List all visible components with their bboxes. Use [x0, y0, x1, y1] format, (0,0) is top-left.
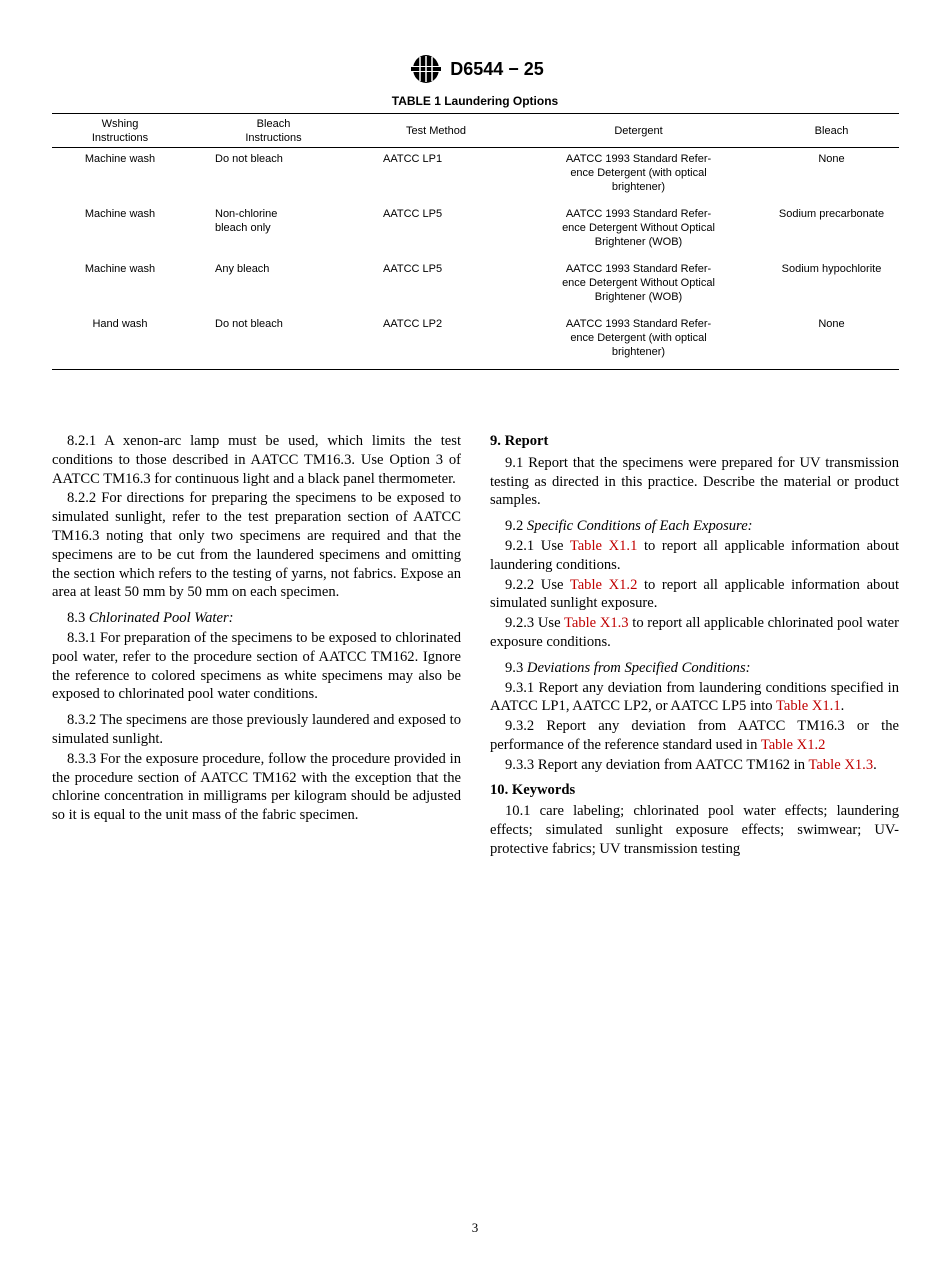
bleach-cell: None: [818, 153, 845, 165]
document-id: D6544 − 25: [450, 58, 544, 79]
paragraph-8-3-3: 8.3.3 For the exposure procedure, follow the procedure provided in the procedure section of AATCC TM162 with the exception that the chlorine concentration in milligrams per kilogram should be adjusted so it is equal to the unit mass of the fabric specimen.: [52, 750, 461, 824]
column-header: Bleach: [764, 114, 899, 148]
table-row: [52, 314, 899, 370]
paragraph-8-2-2: 8.2.2 For directions for preparing the specimens to be exposed to simulated sunlight, refer to the test preparation section of AATCC TM16.3 noting that only two specimens are required and that the specimens are to be cut from the laundered specimens and omitting the section which refers to the testing of yarns, not fabrics. Expose an area at least 50 mm by 50 mm on each specimen.: [52, 490, 461, 601]
table-x1-3-link[interactable]: Table X1.3: [808, 756, 874, 773]
washing-cell: Machine wash: [84, 153, 156, 165]
page-header: [0, 52, 950, 86]
test-method-cell: AATCC LP2: [383, 318, 443, 330]
test-method-cell: AATCC LP1: [383, 153, 443, 165]
bleach-cell: None: [818, 318, 845, 330]
right-column: [490, 432, 899, 860]
bleach-cell: Sodium precarbonate: [778, 208, 885, 220]
table-row: [52, 204, 899, 259]
column-header: Bleach Instructions: [188, 114, 359, 148]
detergent-cell: AATCC 1993 Standard Refer- ence Detergent Without Optical Brightener (WOB): [562, 208, 715, 248]
bleach-instructions-cell: Do not bleach: [215, 153, 283, 165]
paragraph-10-1: 10.1 care labeling; chlorinated pool water effects; laundering effects; simulated sunlight exposure effects; swimwear; UV-protective fabrics; UV transmission testing: [490, 803, 899, 857]
bleach-instructions-cell: Do not bleach: [215, 318, 283, 330]
section-9-heading: 9. Report: [490, 433, 549, 449]
detergent-cell: AATCC 1993 Standard Refer- ence Detergent (with optical brightener): [565, 318, 712, 358]
column-header: Wshing Instructions: [52, 114, 188, 148]
bleach-instructions-cell: Any bleach: [215, 263, 270, 275]
astm-logo-icon: [406, 53, 446, 85]
paragraph-9-3-1: 9.3.1 Report any deviation from laundering conditions specified in AATCC LP1, AATCC LP2, or AATCC LP5 into Table X1.1.: [490, 679, 899, 715]
detergent-cell: AATCC 1993 Standard Refer- ence Detergent Without Optical Brightener (WOB): [562, 263, 715, 303]
bleach-instructions-cell: Non-chlorine bleach only: [215, 208, 278, 234]
column-header: Detergent: [513, 114, 764, 148]
column-header: Test Method: [359, 114, 513, 148]
section-9-2-heading: [490, 517, 899, 536]
paragraph-9-2-1: 9.2.1 Use Table X1.1 to report all applicable information about laundering conditions.: [490, 537, 899, 573]
test-method-cell: AATCC LP5: [383, 208, 443, 220]
table-x1-1-link[interactable]: Table X1.1: [776, 698, 841, 715]
paragraph-8-3-2: 8.3.2 The specimens are those previously laundered and exposed to simulated sunlight.: [52, 712, 461, 747]
table-row: [52, 148, 899, 205]
page-number: 3: [471, 1220, 479, 1235]
paragraph-8-2-1: 8.2.1 A xenon-arc lamp must be used, which limits the test conditions to those described in AATCC TM16.3. Use Option 3 of AATCC TM16.3 for continuous light and a black panel thermometer.: [52, 433, 461, 487]
paragraph-9-1: 9.1 Report that the specimens were prepared for UV transmission testing as directed in this practice. Describe the material or product samples.: [490, 454, 899, 509]
table-title: TABLE 1 Laundering Options: [391, 94, 559, 108]
section-8-3-heading: [52, 609, 461, 628]
washing-cell: Hand wash: [92, 318, 148, 330]
section-9-3-heading: [490, 659, 899, 678]
paragraph-9-2-2: 9.2.2 Use Table X1.2 to report all applicable information about simulated sunlight exposure.: [490, 576, 899, 612]
table-x1-3-link[interactable]: Table X1.3: [563, 615, 629, 632]
section-number: 8.3: [67, 610, 86, 627]
table-x1-2-link[interactable]: Table X1.2: [760, 736, 826, 753]
section-title: Deviations from Specified Conditions:: [526, 659, 751, 676]
section-number: 9.2: [505, 518, 524, 535]
table-x1-1-link[interactable]: Table X1.1: [569, 537, 638, 554]
table-x1-2-link[interactable]: Table X1.2: [569, 576, 638, 593]
laundering-options-table: [52, 113, 899, 370]
washing-cell: Machine wash: [84, 263, 156, 275]
bleach-cell: Sodium hypochlorite: [781, 263, 882, 275]
detergent-cell: AATCC 1993 Standard Refer- ence Detergent (with optical brightener): [565, 153, 712, 193]
paragraph-9-3-2: 9.3.2 Report any deviation from AATCC TM16.3 or the performance of the reference standard used in Table X1.2: [490, 718, 899, 753]
paragraph-9-3-3: 9.3.3 Report any deviation from AATCC TM162 in Table X1.3.: [505, 756, 877, 773]
section-10-heading: 10. Keywords: [490, 781, 576, 798]
table-row: [52, 259, 899, 314]
paragraph-8-3-1: 8.3.1 For preparation of the specimens to be exposed to chlorinated pool water, refer to the procedure section of AATCC TM162. Ignore the reference to colored specimens as white specimens may also be exposed to chlorinated pool water conditions.: [52, 629, 461, 703]
section-title: Chlorinated Pool Water:: [88, 610, 234, 627]
washing-cell: Machine wash: [84, 208, 156, 220]
left-column: [52, 432, 461, 826]
test-method-cell: AATCC LP5: [383, 263, 443, 275]
section-title: Specific Conditions of Each Exposure:: [526, 518, 753, 535]
section-number: 9.3: [505, 659, 524, 676]
paragraph-9-2-3: 9.2.3 Use Table X1.3 to report all applicable chlorinated pool water exposure conditions.: [490, 615, 899, 650]
table-header-row: [52, 114, 899, 148]
